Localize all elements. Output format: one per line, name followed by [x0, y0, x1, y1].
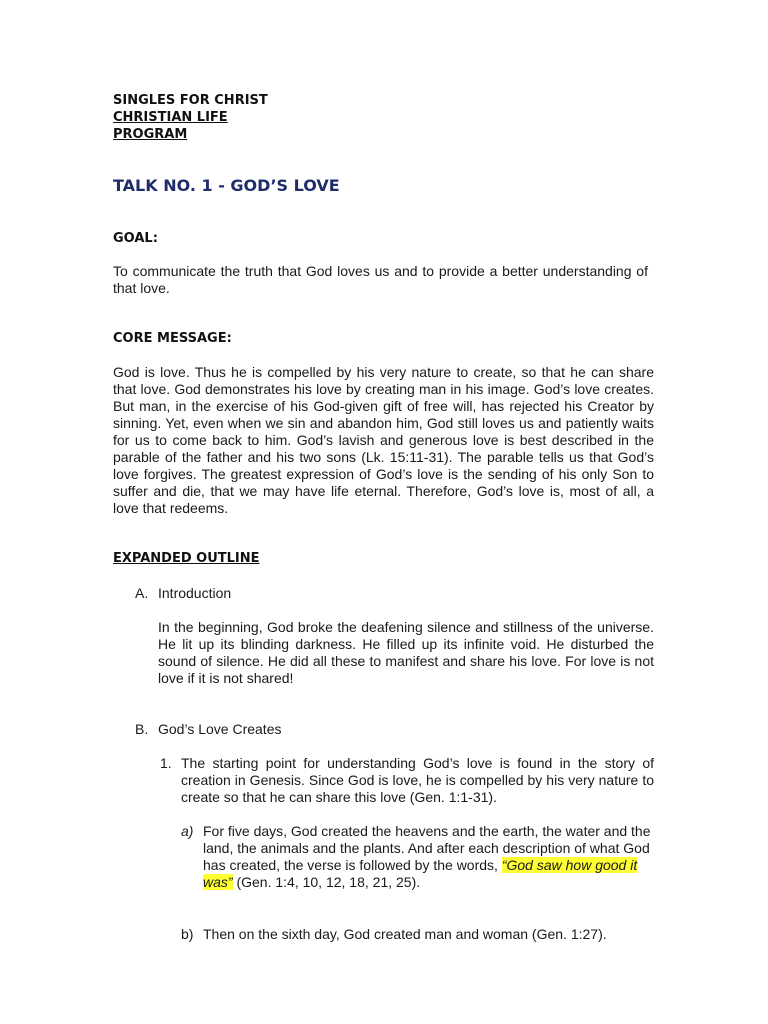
section-a-title: Introduction	[158, 585, 232, 601]
org-name: SINGLES FOR CHRIST	[113, 93, 268, 108]
highlighted-quote: “God saw how good it	[501, 857, 638, 873]
sub-item-a-text: For five days, God created the heavens and the earth, the water and the land, the animals and the plants. And after each description of what God has created, the verse is followed by the words,	[203, 823, 651, 873]
item-1-marker: 1.	[160, 755, 172, 771]
highlighted-quote-end: was”	[203, 874, 233, 890]
sub-item-a-marker: a)	[181, 823, 194, 839]
section-b-title: God’s Love Creates	[158, 721, 282, 737]
item-1-text: The starting point for understanding God’s love is found in the story of creation in Genesis. Since God is love, he is compelled by his very nature to create so that he can share this love (Gen. 1:1-31).	[181, 755, 654, 805]
goal-heading: GOAL:	[113, 231, 158, 246]
expanded-outline-heading: EXPANDED OUTLINE	[113, 551, 260, 566]
section-a-text: In the beginning, God broke the deafening silence and stillness of the universe. He lit up its blinding darkness. He filled up its infinite void. He disturbed the sound of silence. He did all these to manifest and share his love. For love is not love if it is not shared!	[158, 619, 654, 686]
core-message-heading: CORE MESSAGE:	[113, 331, 232, 346]
section-b-marker: B.	[135, 721, 149, 737]
sub-item-a-paragraph	[203, 823, 654, 891]
sub-item-a-reference: (Gen. 1:4, 10, 12, 18, 21, 25).	[232, 874, 421, 890]
program-name-line2: PROGRAM	[113, 127, 188, 142]
program-name-line1: CHRISTIAN LIFE	[113, 110, 228, 125]
goal-text: To communicate the truth that God loves us and to provide a better understanding of that love.	[113, 263, 648, 296]
sub-item-b-marker: b)	[181, 926, 194, 942]
section-a-marker: A.	[135, 585, 149, 601]
talk-title: TALK NO. 1 - GOD’S LOVE	[113, 176, 340, 195]
core-message-text: God is love. Thus he is compelled by his very nature to create, so that he can share that love. God demonstrates his love by creating man in his image. God’s love creates. But man, in the exercise of his God-given gift of free will, has rejected his Creator by sinning. Yet, even when we sin and abandon him, God still loves us and patiently waits for us to come back to him. God’s lavish and generous love is best described in the parable of the father and his two sons (Lk. 15:11-31). The parable tells us that God’s love forgives. The greatest expression of God’s love is the sending of his only Son to suffer and die, that we may have life eternal. Therefore, God’s love is, most of all, a love that redeems.	[113, 364, 654, 516]
sub-item-b-text: Then on the sixth day, God created man and woman (Gen. 1:27).	[203, 926, 607, 942]
